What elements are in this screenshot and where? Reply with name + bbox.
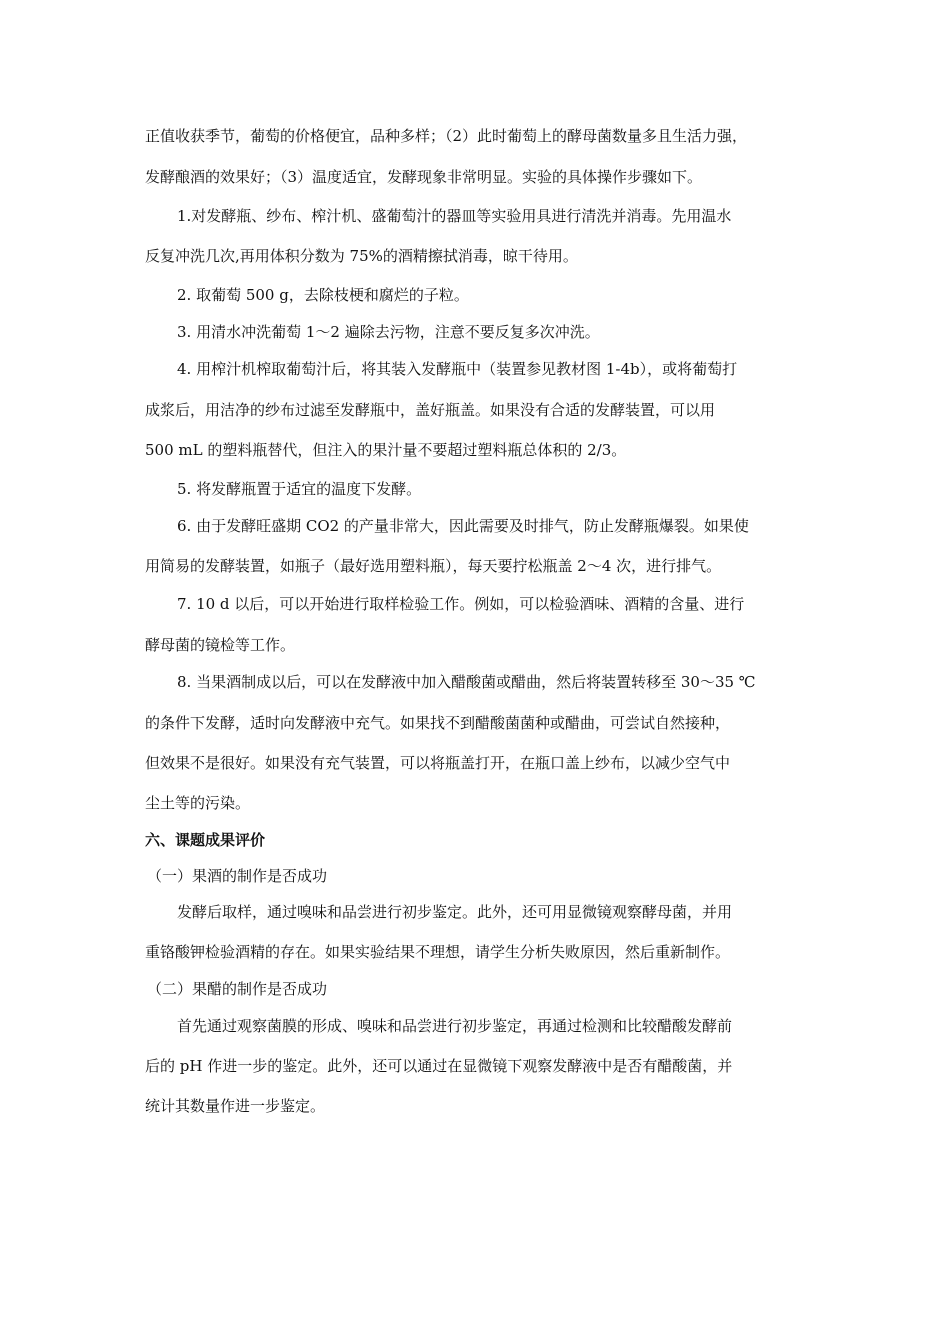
- body-text-line: 重铬酸钾检验酒精的存在。如果实验结果不理想，请学生分析失败原因，然后重新制作。: [145, 943, 731, 961]
- body-text-line: 正值收获季节，葡萄的价格便宜，品种多样；（2）此时葡萄上的酵母菌数量多且生活力强，: [145, 127, 748, 145]
- body-text-line: 发酵后取样，通过嗅味和品尝进行初步鉴定。此外，还可用显微镜观察酵母菌，并用: [177, 903, 733, 921]
- subsection-heading: （二）果醋的制作是否成功: [147, 980, 328, 998]
- step-5-text: 5. 将发酵瓶置于适宜的温度下发酵。: [177, 480, 422, 498]
- step-8-text: 8. 当果酒制成以后，可以在发酵液中加入醋酸菌或醋曲，然后将装置转移至 30～35 ℃: [177, 673, 756, 691]
- section-heading: 六、课题成果评价: [145, 831, 266, 849]
- subsection-heading: （一）果酒的制作是否成功: [147, 867, 328, 885]
- step-3-text: 3. 用清水冲洗葡萄 1～2 遍除去污物，注意不要反复多次冲洗。: [177, 323, 600, 341]
- body-text-line: 酵母菌的镜检等工作。: [145, 636, 296, 654]
- body-text-line: 的条件下发酵，适时向发酵液中充气。如果找不到醋酸菌菌种或醋曲，可尝试自然接种，: [145, 714, 731, 732]
- body-text-line: 用简易的发酵装置，如瓶子（最好选用塑料瓶），每天要拧松瓶盖 2～4 次，进行排气。: [145, 557, 722, 575]
- body-text-line: 尘土等的污染。: [145, 794, 251, 812]
- body-text-line: 首先通过观察菌膜的形成、嗅味和品尝进行初步鉴定，再通过检测和比较醋酸发酵前: [177, 1017, 733, 1035]
- body-text-line: 统计其数量作进一步鉴定。: [145, 1097, 326, 1115]
- body-text-line: 500 mL 的塑料瓶替代，但注入的果汁量不要超过塑料瓶总体积的 2/3。: [145, 441, 627, 459]
- step-1-text: 1.对发酵瓶、纱布、榨汁机、盛葡萄汁的器皿等实验用具进行清洗并消毒。先用温水: [177, 207, 732, 225]
- step-6-text: 6. 由于发酵旺盛期 CO2 的产量非常大，因此需要及时排气，防止发酵瓶爆裂。如果使: [177, 517, 749, 535]
- step-4-text: 4. 用榨汁机榨取葡萄汁后，将其装入发酵瓶中（装置参见教材图 1-4b），或将葡萄打: [177, 360, 738, 378]
- body-text-line: 反复冲洗几次,再用体积分数为 75%的酒精擦拭消毒，晾干待用。: [145, 247, 578, 265]
- body-text-line: 成浆后，用洁净的纱布过滤至发酵瓶中，盖好瓶盖。如果没有合适的发酵装置，可以用: [145, 401, 716, 419]
- body-text-line: 发酵酿酒的效果好；（3）温度适宜，发酵现象非常明显。实验的具体操作步骤如下。: [145, 168, 703, 186]
- body-text-line: 但效果不是很好。如果没有充气装置，可以将瓶盖打开，在瓶口盖上纱布，以减少空气中: [145, 754, 731, 772]
- step-7-text: 7. 10 d 以后，可以开始进行取样检验工作。例如，可以检验酒味、酒精的含量、进行: [177, 595, 745, 613]
- body-text-line: 后的 pH 作进一步的鉴定。此外，还可以通过在显微镜下观察发酵液中是否有醋酸菌，并: [145, 1057, 733, 1075]
- step-2-text: 2. 取葡萄 500 g，去除枝梗和腐烂的子粒。: [177, 286, 469, 304]
